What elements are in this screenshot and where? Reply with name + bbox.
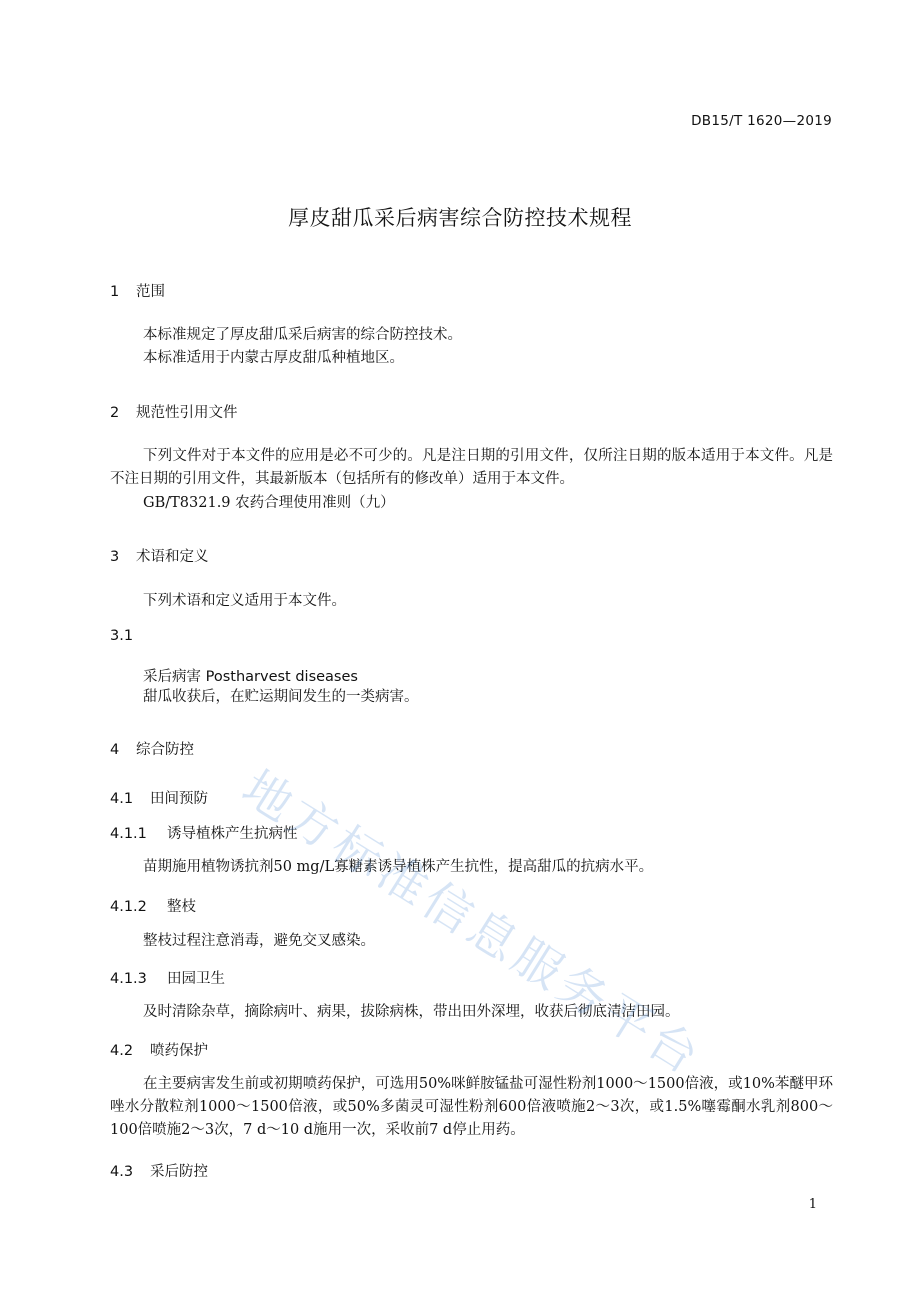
section-title: 范围 [136,284,165,300]
term-definition: 甜瓜收获后，在贮运期间发生的一类病害。 [143,689,419,705]
watermark-char: 方 [277,787,348,861]
paragraph: 下列文件对于本文件的应用是必不可少的。凡是注日期的引用文件，仅所注日期的版本适用于本文件。凡是不注日期的引用文件，其最新版本（包括所有的修改单）适用于本文件。 [110,448,833,487]
subsection-title: 采后防控 [150,1164,208,1180]
reference-item: GB/T8321.9 农药合理使用准则（九） [143,495,395,511]
section-title: 规范性引用文件 [136,405,238,421]
subsection-title: 田间预防 [150,791,208,807]
paragraph: 本标准适用于内蒙古厚皮甜瓜种植地区。 [143,350,404,366]
subsection-4-1-2-heading [110,895,196,916]
section-4-heading [110,738,194,759]
section-2-heading [110,401,238,422]
document-title: 厚皮甜瓜采后病害综合防控技术规程 [288,206,632,230]
watermark-char: 平 [592,983,663,1057]
section-1-heading [110,280,165,301]
paragraph: 在主要病害发生前或初期喷药保护，可选用50%咪鲜胺锰盐可湿性粉剂1000～1500倍液，或10%苯醚甲环唑水分散粒剂1000～1500倍液，或50%多菌灵可湿性粉剂600倍液喷施2～3次，或1.5%噻霉酮水乳剂800～100倍喷施2～3次，7 d～10 d施用一次，采收前7 d停止用药。 [110,1076,833,1138]
subsection-number: 4.1.1 [110,826,147,842]
subsection-title: 喷药保护 [150,1043,208,1059]
subsection-4-1-1-heading [110,822,298,843]
watermark-char: 服 [502,927,573,1001]
paragraph: 整枝过程注意消毒，避免交叉感染。 [143,933,375,949]
watermark-char: 地 [232,759,303,833]
section-number: 3 [110,549,120,565]
subsection-4-1-3-heading [110,967,225,988]
paragraph: 及时清除杂草，摘除病叶、病果，拔除病株，带出田外深埋，收获后彻底清洁田园。 [143,1004,680,1020]
section-number: 1 [110,284,120,300]
subsection-title: 田园卫生 [167,971,225,987]
page-number: 1 [808,1197,817,1212]
paragraph: 下列术语和定义适用于本文件。 [143,593,346,609]
watermark-char: 信 [412,871,483,945]
subsection-number: 4.3 [110,1164,134,1180]
section-3-heading [110,545,209,566]
standard-code: DB15/T 1620—2019 [691,113,832,129]
paragraph: 苗期施用植物诱抗剂50 mg/L寡糖素诱导植株产生抗性，提高甜瓜的抗病水平。 [143,859,654,875]
subsection-4-2-heading [110,1039,208,1060]
subsection-4-1-heading [110,787,208,808]
subsection-title: 诱导植株产生抗病性 [167,826,298,842]
section-number: 4 [110,742,120,758]
term-entry: 采后病害 Postharvest diseases [143,669,358,685]
subsection-number: 4.1.3 [110,971,147,987]
paragraph: 本标准规定了厚皮甜瓜采后病害的综合防控技术。 [143,327,462,343]
watermark-char: 标 [322,815,393,889]
watermark-char: 务 [547,955,618,1029]
section-title: 综合防控 [136,742,194,758]
watermark-char: 台 [637,1011,708,1085]
subsection-number: 4.1 [110,791,134,807]
watermark-char: 息 [457,899,528,973]
subsection-3-1-number: 3.1 [110,628,134,644]
subsection-number: 4.1.2 [110,899,147,915]
watermark-char: 准 [367,843,438,917]
subsection-number: 4.2 [110,1043,134,1059]
section-title: 术语和定义 [136,549,209,565]
subsection-title: 整枝 [167,899,196,915]
subsection-4-3-heading [110,1160,208,1181]
section-number: 2 [110,405,120,421]
